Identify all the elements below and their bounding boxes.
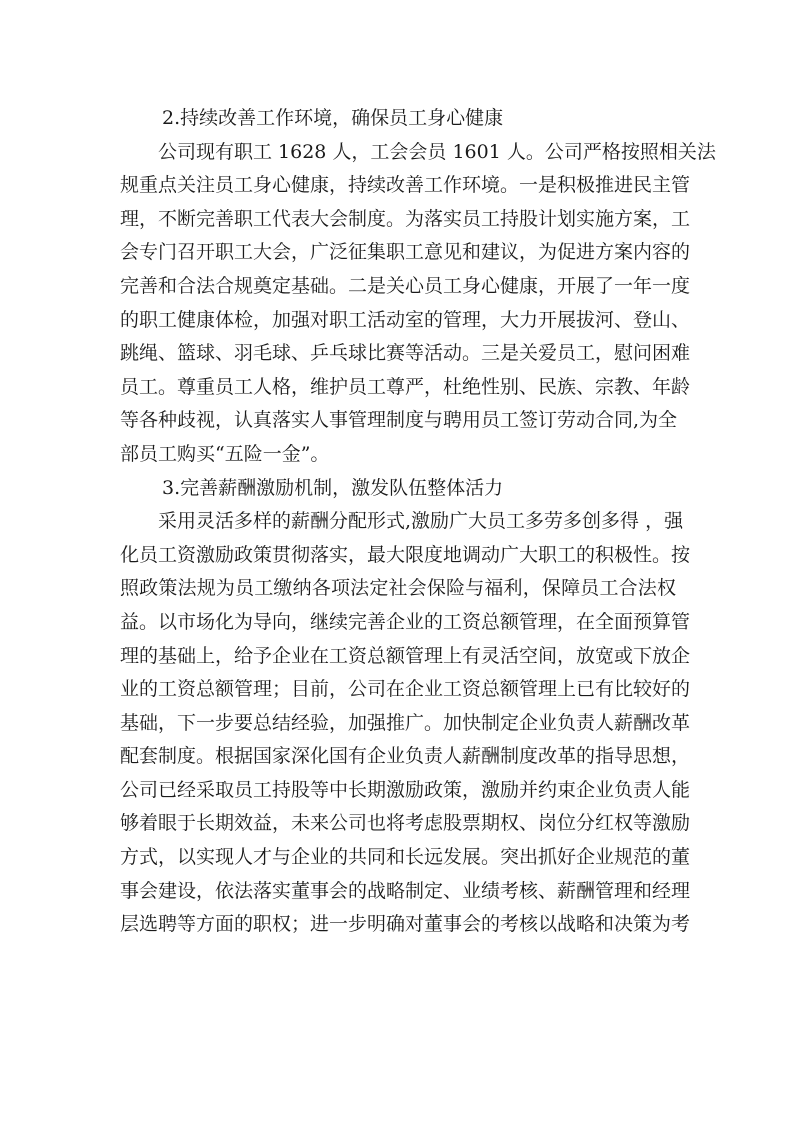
section-2-heading: 2.持续改善工作环境，确保员工身心健康	[162, 107, 504, 129]
section-2-line: 完善和合法合规奠定基础。二是关心员工身心健康，开展了一年一度	[120, 274, 691, 297]
section-2-line: 的职工健康体检，加强对职工活动室的管理，大力开展拔河、登山、	[120, 308, 691, 331]
section-3-line: 益。以市场化为导向，继续完善企业的工资总额管理，在全面预算管	[120, 610, 691, 633]
section-3-line: 照政策法规为员工缴纳各项法定社会保险与福利，保障员工合法权	[120, 577, 676, 600]
section-3-line: 理的基础上，给予企业在工资总额管理上有灵活空间，放宽或下放企	[120, 644, 691, 667]
section-3-line: 够着眼于长期效益，未来公司也将考虑股票期权、岗位分红权等激励	[120, 812, 691, 835]
section-2-line: 员工。尊重员工人格，维护员工尊严，杜绝性别、民族、宗教、年龄	[120, 375, 691, 398]
section-3-line: 化员工资激励政策贯彻落实，最大限度地调动广大职工的积极性。按	[120, 543, 691, 566]
section-2-line: 公司现有职工 1628 人，工会会员 1601 人。公司严格按照相关法	[158, 140, 716, 163]
section-3-line: 方式，以实现人才与企业的共同和长远发展。突出抓好企业规范的董	[120, 846, 691, 869]
section-3-heading: 3.完善薪酬激励机制，激发队伍整体活力	[162, 476, 504, 499]
section-3-line: 事会建设，依法落实董事会的战略制定、业绩考核、薪酬管理和经理	[120, 879, 691, 902]
section-3-line: 层选聘等方面的职权；进一步明确对董事会的考核以战略和决策为考	[120, 913, 691, 936]
section-3-line: 配套制度。根据国家深化国有企业负责人薪酬制度改革的指导思想，	[120, 745, 691, 768]
section-3-line: 公司已经采取员工持股等中长期激励政策，激励并约束企业负责人能	[120, 778, 691, 801]
section-3-line: 业的工资总额管理；目前，公司在企业工资总额管理上已有比较好的	[120, 678, 691, 701]
section-2-line: 等各种歧视，认真落实人事管理制度与聘用员工签订劳动合同,为全	[120, 409, 678, 432]
section-2-line: 理，不断完善职工代表大会制度。为落实员工持股计划实施方案，工	[120, 207, 691, 230]
section-2-line: 部员工购买“五险一金”。	[120, 442, 330, 465]
section-3-line: 采用灵活多样的薪酬分配形式,激励广大员工多劳多创多得 ，强	[158, 510, 684, 533]
section-2-line: 会专门召开职工大会，广泛征集职工意见和建议，为促进方案内容的	[120, 241, 691, 264]
document-body	[120, 102, 716, 942]
section-2-line: 规重点关注员工身心健康，持续改善工作环境。一是积极推进民主管	[120, 174, 691, 197]
section-2-line: 跳绳、篮球、羽毛球、乒乓球比赛等活动。三是关爱员工，慰问困难	[120, 342, 691, 365]
section-3-line: 基础，下一步要总结经验，加强推广。加快制定企业负责人薪酬改革	[120, 711, 691, 734]
